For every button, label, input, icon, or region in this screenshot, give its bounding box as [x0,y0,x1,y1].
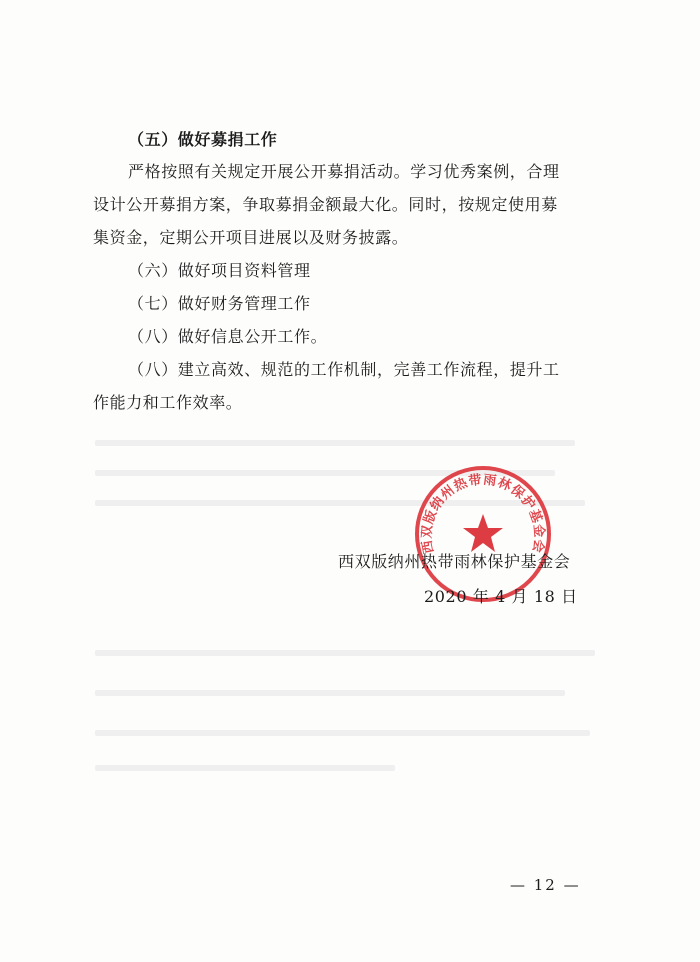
seal-text: 西双版纳州热带雨林保护基金会 [419,472,547,555]
bleed-through-mark [95,765,395,771]
body-line: 严格按照有关规定开展公开募捐活动。学习优秀案例，合理 [128,162,560,181]
section-heading: （五）做好募捐工作 [128,130,278,149]
body-line: 集资金，定期公开项目进展以及财务披露。 [93,228,409,247]
body-line: （八）建立高效、规范的工作机制，完善工作流程，提升工 [128,360,560,379]
list-item: （六）做好项目资料管理 [128,261,311,280]
signature-organization: 西双版纳州热带雨林保护基金会 [338,552,571,571]
bleed-through-mark [95,440,575,446]
bleed-through-mark [95,650,595,656]
body-line: 设计公开募捐方案，争取募捐金额最大化。同时，按规定使用募 [93,195,558,214]
list-item: （七）做好财务管理工作 [128,294,311,313]
list-item: （八）做好信息公开工作。 [128,327,328,346]
body-line: 作能力和工作效率。 [93,393,243,412]
bleed-through-mark [95,690,565,696]
official-seal [413,464,553,604]
bleed-through-mark [95,730,590,736]
seal-star-icon [463,514,503,552]
page-number: — 12 — [510,876,581,894]
signature-date: 2020 年 4 月 18 日 [424,587,578,606]
